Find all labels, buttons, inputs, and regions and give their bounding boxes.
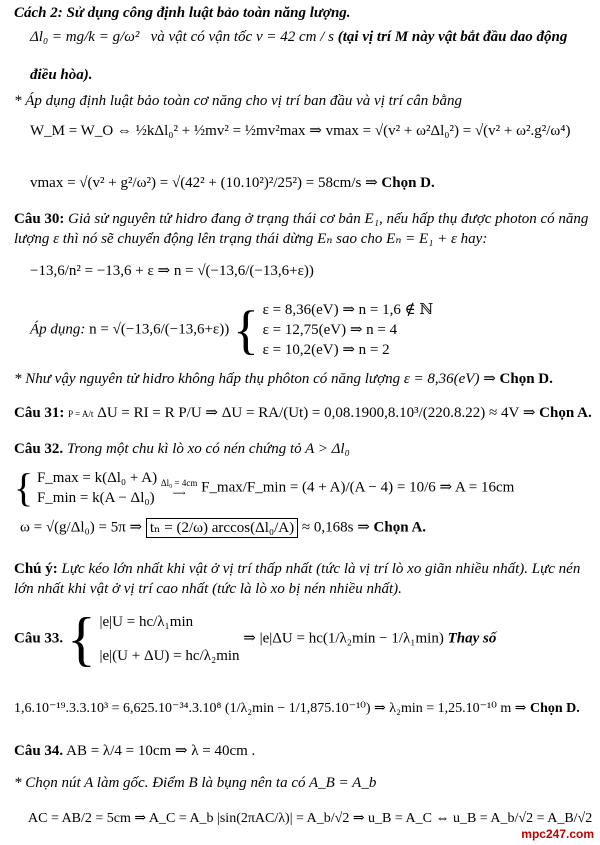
q32-result: F_max/F_min = (4 + A)/(A − 4) = 10/6 ⇒ A = 16cm xyxy=(201,479,515,496)
note-label: Chú ý: xyxy=(14,561,58,577)
vmax-equation: vmax = √(v² + g²/ω²) = √(42² + (10.10²)²/25²) = 58cm/s ⇒ xyxy=(30,175,378,191)
q33-label: Câu 33. xyxy=(14,630,64,647)
bullet-conservation: * Áp dụng định luật bảo toàn cơ năng cho vị trí ban đầu và vị trí cân bằng xyxy=(14,93,462,109)
q34-label: Câu 34. xyxy=(14,743,64,759)
q34-bullet: * Chọn nút A làm gốc. Điểm B là bụng nên ta có A_B = A_b xyxy=(14,775,377,791)
case-2: ε = 12,75(eV) ⇒ n = 4 xyxy=(262,322,398,338)
substitute-label: Thay số xyxy=(447,630,497,647)
case-1: ε = 8,36(eV) ⇒ n = 1,6 ∉ ℕ xyxy=(262,302,434,318)
bold-note-2: điều hòa). xyxy=(30,67,93,83)
vmax-line xyxy=(30,174,435,192)
q33-numeric-eq: 1,6.10⁻¹⁹.3.3.10³ = 6,625.10⁻³⁴.3.10⁸ (1/λ₂min − 1/1,875.10⁻¹⁰) ⇒ λ₂min = 1,25.10⁻¹⁰ m ⇒ xyxy=(14,701,527,716)
q32-arrow-label: Δl₀ = 4cm ⟶ xyxy=(160,478,198,498)
apply-equation: n = √(−13,6/(−13,6+ε)) xyxy=(89,321,230,338)
q31-arrow-label: P = A/t xyxy=(68,408,94,419)
question-33 xyxy=(14,606,497,672)
q32-boxed-formula: tₙ = (2/ω) arccos(Δl₀/A) xyxy=(146,518,298,538)
q32-text: Trong một chu kì lò xo có nén chứng tỏ A > Δl₀ xyxy=(66,441,350,457)
q33-result: ⇒ |e|ΔU = hc(1/λ₂min − 1/λ₁min) xyxy=(243,630,444,647)
q34-equation: AB = λ/4 = 10cm ⇒ λ = 40cm . xyxy=(66,743,256,759)
q30-apply xyxy=(30,300,433,360)
q31-label: Câu 31: xyxy=(14,405,65,421)
note-text-2: lớn nhất khi vật ở vị trí cao nhất (tức là lò xo bị nén nhiều nhất). xyxy=(14,581,402,597)
velocity-text: và vật có vận tốc xyxy=(150,29,253,45)
case-brace: { xyxy=(232,300,259,360)
q32-fmin: F_min = k(A − Δl₀) xyxy=(36,490,155,506)
q30-conclusion-text: * Như vậy nguyên tử hidro không hấp thụ phôton có năng lượng ε = 8,36(eV) ⇒ xyxy=(14,371,496,387)
energy-equation: W_M = W_O ⇔ ½kΔl₀² + ½mv² = ½mv²max ⇒ vmax = √(v² + ω²Δl₀²) = √(v² + ω².g²/ω⁴) xyxy=(30,123,571,139)
case-3: ε = 10,2(eV) ⇒ n = 2 xyxy=(262,342,390,358)
q33-eq1: |e|U = hc/λ₁min xyxy=(99,614,194,630)
q32-omega-line xyxy=(20,518,426,538)
q30-label: Câu 30: xyxy=(14,211,65,227)
note xyxy=(14,560,580,578)
case-system xyxy=(263,300,434,360)
answer-d-2: Chọn D. xyxy=(499,371,553,387)
q33-brace: { xyxy=(66,606,96,672)
velocity-value: v = 42 cm / s xyxy=(255,29,334,45)
watermark: mpc247.com xyxy=(521,827,594,841)
bold-note: (tại vị trí M này vật bắt đầu dao động xyxy=(337,29,568,45)
note-text: Lực kéo lớn nhất khi vật ở vị trí thấp nhất (tức là vị trí lò xo giãn nhiều nhất). Lực nén xyxy=(61,561,581,577)
q33-numeric xyxy=(14,700,580,718)
q30-text-2: lượng ε thì nó sẽ chuyển động lên trạng thái dừng Eₙ sao cho Eₙ = E₁ + ε hay: xyxy=(14,231,488,247)
question-32 xyxy=(14,440,350,458)
question-34 xyxy=(14,742,255,760)
q33-eq2: |e|(U + ΔU) = hc/λ₂min xyxy=(99,648,240,664)
question-31 xyxy=(14,404,592,422)
q34-last-equation: AC = AB/2 = 5cm ⇒ A_C = A_b |sin(2πAC/λ)| = A_b/√2 ⇒ u_B = A_C ⇔ u_B = A_b/√2 = A_B/√2 xyxy=(28,811,593,826)
q30-equation: −13,6/n² = −13,6 + ε ⇒ n = √(−13,6/(−13,6+ε)) xyxy=(30,263,314,279)
q30-text: Giả sử nguyên tử hidro đang ở trạng thái cơ bản E₁, nếu hấp thụ được photon có năng xyxy=(68,211,589,227)
apply-label: Áp dụng: xyxy=(30,321,86,338)
q32-time: ≈ 0,168s ⇒ xyxy=(301,519,370,536)
delta-l0-expr: Δl₀ = mg/k = g/ω² xyxy=(30,29,140,45)
answer-d-3: Chọn D. xyxy=(529,701,580,716)
q33-system xyxy=(100,612,240,666)
answer-d-1: Chọn D. xyxy=(381,175,435,191)
q32-fmax: F_max = k(Δl₀ + A) xyxy=(36,470,158,486)
q32-label: Câu 32. xyxy=(14,441,64,457)
q32-brace: { xyxy=(14,465,34,510)
q31-equation: ΔU = RI = R P/U ⇒ ΔU = RA/(Ut) = 0,08.1900,8.10³/(220.8.22) ≈ 4V ⇒ xyxy=(97,405,536,421)
answer-a-2: Chọn A. xyxy=(373,519,427,536)
answer-a-1: Chọn A. xyxy=(539,405,592,421)
heading: Cách 2: Sử dụng công định luật bảo toàn năng lượng. xyxy=(14,5,351,21)
q32-forces xyxy=(37,468,157,508)
q30-conclusion xyxy=(14,370,553,388)
question-30 xyxy=(14,210,588,228)
line-delta-l0 xyxy=(30,28,567,46)
q32-system xyxy=(14,465,515,510)
q32-omega: ω = √(g/Δl₀) = 5π ⇒ xyxy=(20,519,143,536)
